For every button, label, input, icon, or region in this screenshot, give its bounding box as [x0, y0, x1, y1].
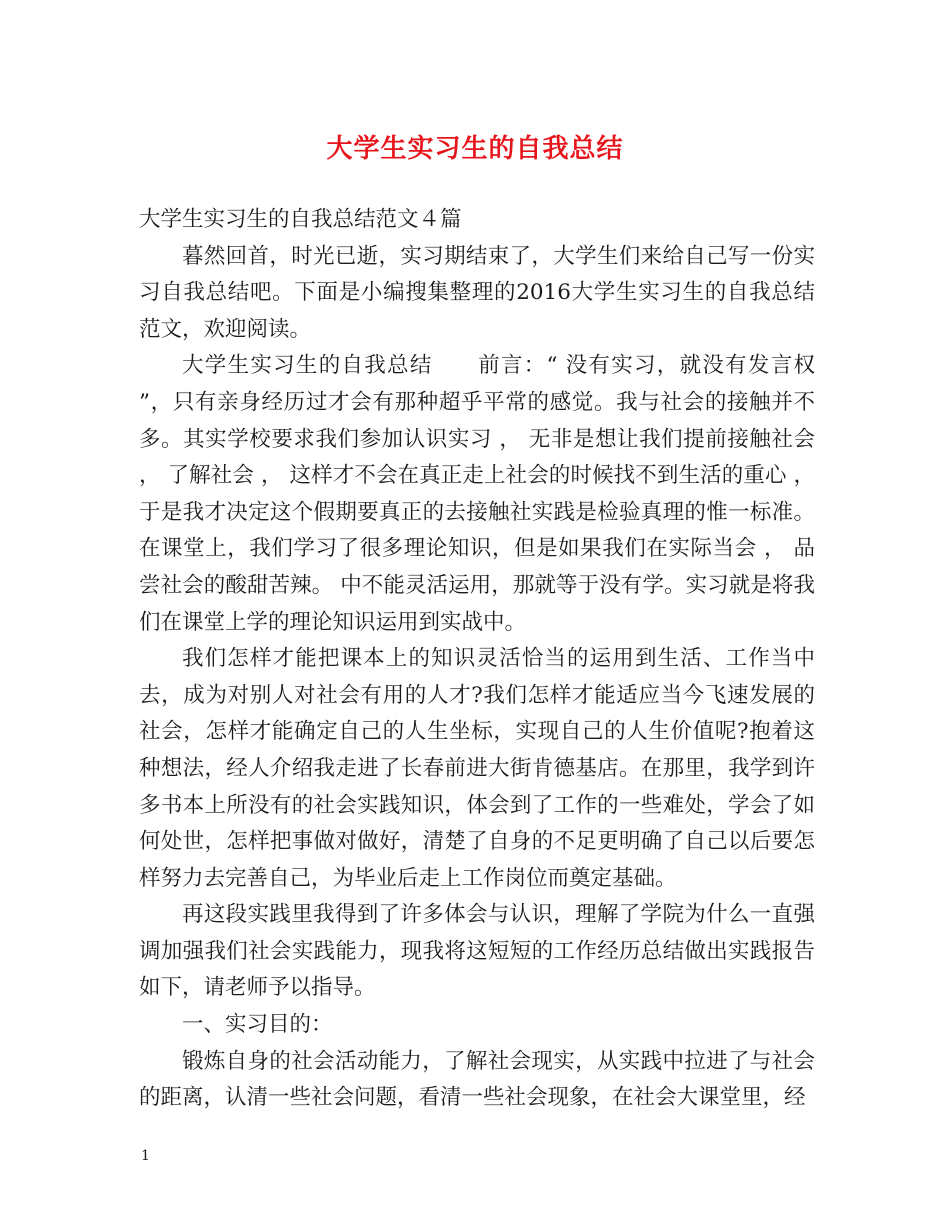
document-title: 大学生实习生的自我总结: [326, 134, 624, 164]
paragraph-experience: 再这段实践里我得到了许多体会与认识，理解了学院为什么一直强调加强我们社会实践能力，现我将这短短的工作经历总结做出实践报告如下，请老师予以指导。: [139, 902, 815, 1001]
page-number: 1: [141, 1148, 150, 1164]
paragraph-preface: 大学生实习生的自我总结 前言：“ 没有实习，就没有发言权 ”，只有亲身经历过才会有那种超乎平常的感觉。我与社会的接触并不多。其实学校要求我们参加认识实习 ， 无非是想让我们提前接触社会 ， 了解社会 ， 这样才不会在真正走上社会的时候找不到生活的重心 ， 于是我才决定这个假期要真正的去接触社实践是检验真理的惟一标准。在课堂上，我们学习了很多理论知识，但是如果我们在实际当会 ， 品尝社会的酸甜苦辣。 中不能灵活运用，那就等于没有学。实习就是将我们在课堂上学的理论知识运用到实战中。: [139, 353, 815, 635]
paragraph-intro: 暮然回首，时光已逝，实习期结束了，大学生们来给自己写一份实习自我总结吧。下面是小编搜集整理的2016大学生实习生的自我总结范文，欢迎阅读。: [139, 243, 815, 342]
document-subtitle: 大学生实习生的自我总结范文４篇: [139, 207, 462, 232]
paragraph-purpose: 锻炼自身的社会活动能力，了解社会现实，从实践中拉进了与社会的距离，认清一些社会问题，看清一些社会现象，在社会大课堂里，经: [139, 1048, 815, 1111]
section-heading-purpose: 一、实习目的：: [182, 1012, 333, 1038]
paragraph-how-to-apply: 我们怎样才能把课本上的知识灵活恰当的运用到生活、工作当中去，成为对别人对社会有用的人才?我们怎样才能适应当今飞速发展的社会，怎样才能确定自己的人生坐标，实现自己的人生价值呢?抱着这种想法，经人介绍我走进了长春前进大街肯德基店。在那里，我学到许多书本上所没有的社会实践知识，体会到了工作的一些难处，学会了如何处世，怎样把事做对做好，清楚了自身的不足更明确了自己以后要怎样努力去完善自己，为毕业后走上工作岗位而奠定基础。: [139, 646, 815, 891]
document-body: [139, 202, 815, 1117]
